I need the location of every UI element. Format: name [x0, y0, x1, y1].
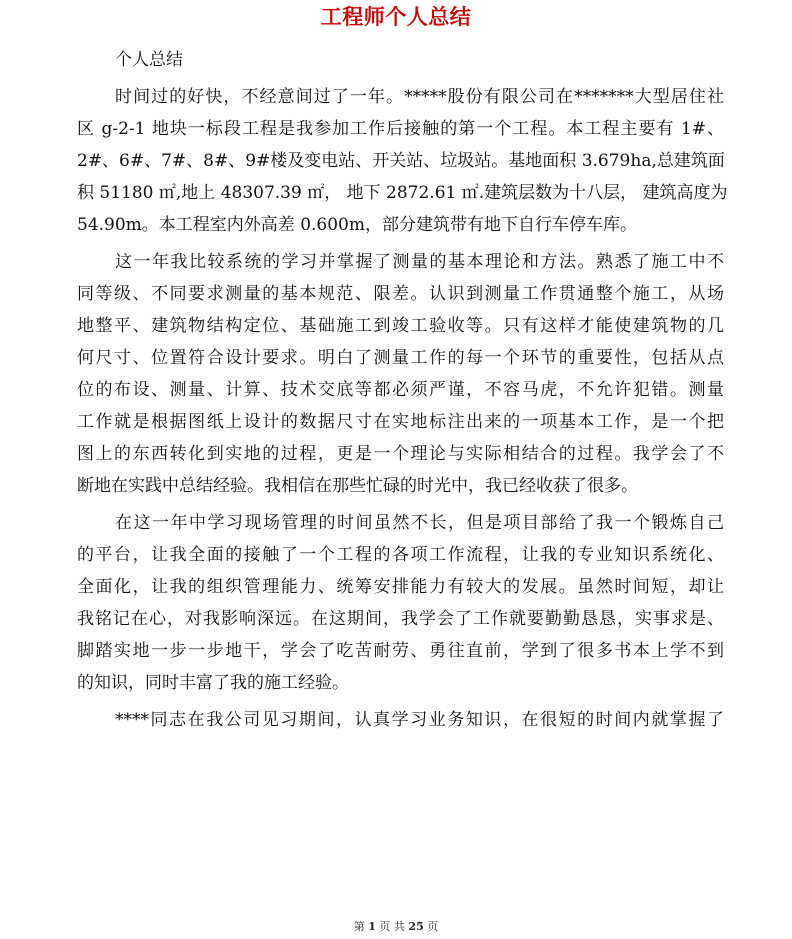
paragraph-line: 断地在实践中总结经验。我相信在那些忙碌的时光中，我已经收获了很多。 [77, 476, 638, 496]
paragraph-project-overview [77, 81, 728, 241]
current-page-number: 1 [368, 920, 376, 933]
paragraph-line: 工作就是根据图纸上设计的数据尺寸在实地标注出来的一项基本工作，是一个把 [77, 412, 724, 432]
paragraph-line: 的知识，同时丰富了我的施工经验。 [77, 673, 349, 693]
paragraph-line: 位的布设、测量、计算、技术交底等都必须严谨，不容马虎，不允许犯错。测量 [77, 380, 724, 400]
document-title: 工程师个人总结 [320, 5, 472, 29]
footer-middle: 页 共 [379, 920, 405, 933]
paragraph-line: 同等级、不同要求测量的基本规范、限差。认识到测量工作贯通整个施工，从场 [77, 284, 724, 304]
page-footer [0, 920, 792, 934]
section-heading: 个人总结 [115, 50, 183, 70]
paragraph-line: 积 51180 ㎡,地上 48307.39 ㎡， 地下 2872.61 ㎡.建筑层数为十八层， 建筑高度为 [77, 183, 728, 203]
paragraph-line: 何尺寸、位置符合设计要求。明白了测量工作的每一个环节的重要性，包括从点 [77, 348, 724, 368]
paragraph-line: 区 g-2-1 地块一标段工程是我参加工作后接触的第一个工程。本工程主要有 1#、 [77, 119, 724, 139]
total-page-count: 25 [408, 920, 424, 933]
paragraph-line: 在这一年中学习现场管理的时间虽然不长，但是项目部给了我一个锻炼自己 [115, 513, 724, 533]
document-body [77, 44, 728, 736]
paragraph-line: 54.90m。本工程室内外高差 0.600m，部分建筑带有地下自行车停车库。 [77, 215, 637, 235]
footer-prefix: 第 [353, 920, 365, 933]
paragraph-line: ****同志在我公司见习期间，认真学习业务知识，在很短的时间内就掌握了 [115, 710, 724, 730]
paragraph-line: 我铭记在心，对我影响深远。在这期间，我学会了工作就要勤勤恳恳，实事求是、 [77, 609, 724, 629]
paragraph-line: 这一年我比较系统的学习并掌握了测量的基本理论和方法。熟悉了施工中不 [115, 252, 724, 272]
paragraph-line: 2#、6#、7#、8#、9#楼及变电站、开关站、垃圾站。基地面积 3.679ha,总建筑面 [77, 151, 725, 171]
paragraph-surveying [77, 246, 724, 502]
paragraph-line: 地整平、建筑物结构定位、基础施工到竣工验收等。只有这样才能使建筑物的几 [77, 316, 724, 336]
paragraph-line: 的平台，让我全面的接触了一个工程的各项工作流程，让我的专业知识系统化、 [77, 545, 724, 565]
footer-suffix: 页 [427, 920, 439, 933]
paragraph-evaluation [77, 704, 724, 736]
paragraph-line: 脚踏实地一步一步地干，学会了吃苦耐劳、勇往直前，学到了很多书本上学不到 [77, 641, 724, 661]
paragraph-line: 图上的东西转化到实地的过程，更是一个理论与实际相结合的过程。我学会了不 [77, 444, 724, 464]
paragraph-site-management [77, 507, 724, 699]
paragraph-line: 时间过的好快，不经意间过了一年。*****股份有限公司在*******大型居住社 [115, 87, 724, 107]
paragraph-line: 全面化，让我的组织管理能力、统筹安排能力有较大的发展。虽然时间短，却让 [77, 577, 724, 597]
